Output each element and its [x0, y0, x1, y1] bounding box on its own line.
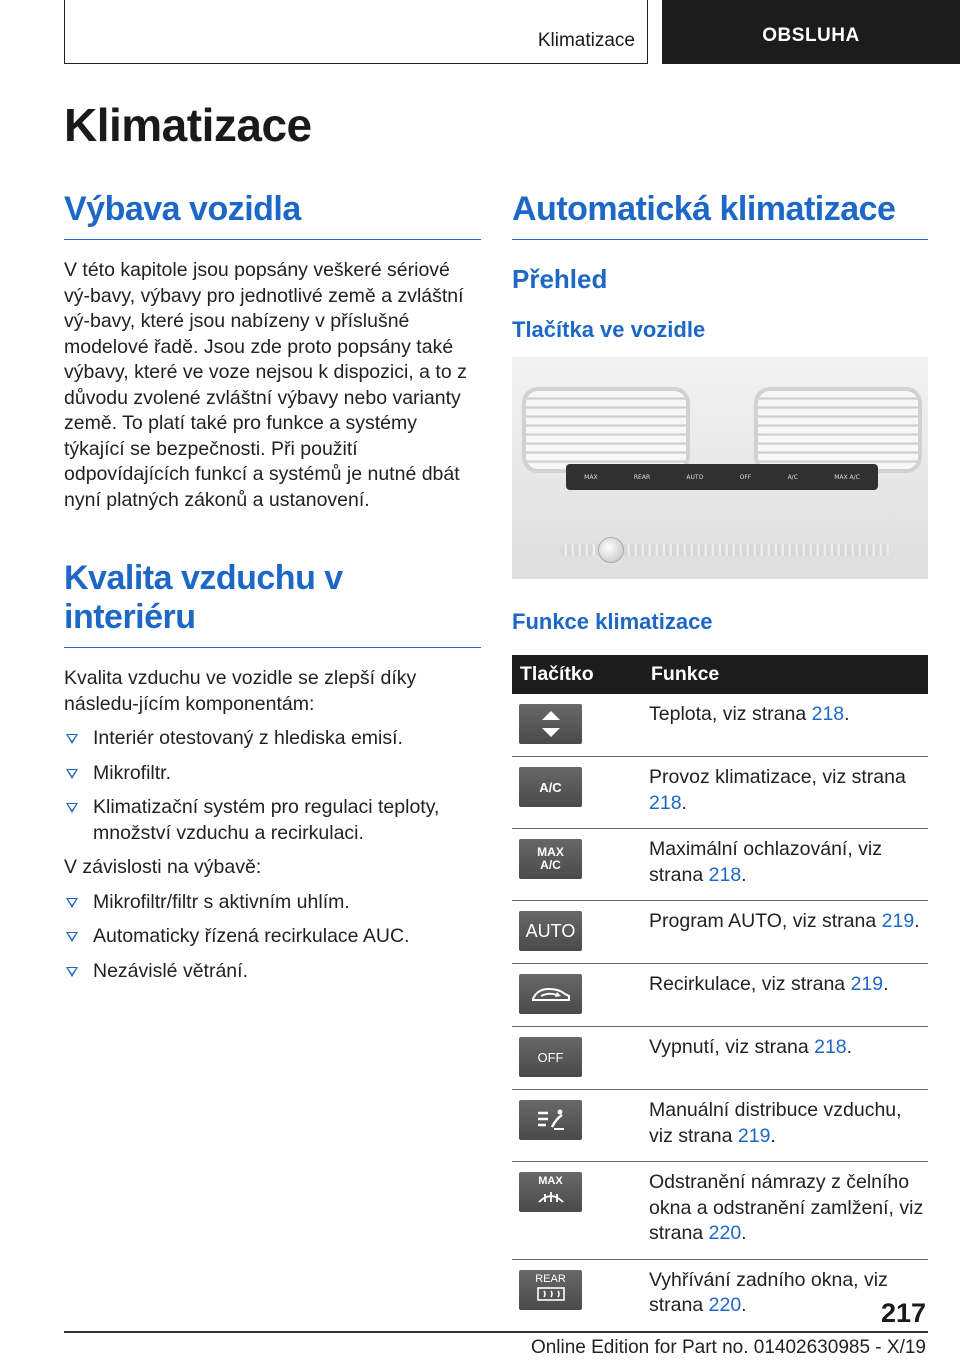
triangle-bullet-icon	[66, 898, 78, 908]
function-text: Recirkulace, viz strana 219.	[641, 964, 928, 1027]
table-row	[512, 829, 928, 901]
function-text: Odstranění námrazy z čelního okna a odstranění zamlžení, viz strana 220.	[641, 1162, 928, 1260]
triangle-bullet-icon	[66, 769, 78, 779]
off-icon: OFF	[519, 1037, 582, 1077]
table-row	[512, 1259, 928, 1331]
right-column	[512, 190, 928, 1332]
page-number: 217	[880, 1298, 926, 1328]
heading-buttons-in-vehicle: Tlačítka ve vozidle	[512, 317, 706, 342]
list-equipment-options	[64, 890, 481, 985]
left-column	[64, 190, 481, 984]
heading-equipment: Výbava vozidla	[64, 190, 481, 240]
header-section-box	[64, 0, 648, 64]
air-distribution-icon	[519, 1100, 582, 1140]
max-ac-icon: MAX A/C	[519, 839, 582, 879]
function-text: Vyhřívání zadního okna, viz strana 220.	[641, 1259, 928, 1331]
triangle-bullet-icon	[66, 803, 78, 813]
left-air-vent	[522, 387, 690, 473]
column-header-button: Tlačítko	[512, 655, 641, 694]
paragraph-depends: V závislosti na výbavě:	[64, 856, 262, 878]
header-chapter-tab: OBSLUHA	[662, 0, 960, 64]
list-item: Interiér otestovaný z hlediska emisí.	[64, 726, 481, 752]
ac-functions-table	[512, 655, 928, 1332]
table-row	[512, 964, 928, 1027]
function-text: Program AUTO, viz strana 219.	[641, 901, 928, 964]
page-title: Klimatizace	[64, 99, 312, 151]
function-text: Teplota, viz strana 218.	[641, 694, 928, 757]
column-header-function: Funkce	[641, 655, 928, 694]
function-text: Manuální distribuce vzduchu, viz strana 219.	[641, 1090, 928, 1162]
recirculation-car-icon	[519, 974, 582, 1014]
function-text: Maximální ochlazování, viz strana 218.	[641, 829, 928, 901]
footer-rule	[64, 1331, 928, 1333]
volume-knob	[598, 537, 624, 563]
footer-edition: Online Edition for Part no. 01402630985 - X/19	[530, 1337, 926, 1358]
heading-ac-functions: Funkce klimatizace	[512, 609, 713, 634]
ac-icon: A/C	[519, 767, 582, 807]
heading-automatic-ac: Automatická klimatizace	[512, 190, 928, 240]
header-section-title: Klimatizace	[537, 30, 635, 51]
list-air-components	[64, 726, 481, 846]
climate-control-panel: MAX REAR AUTO OFF A/C MAX A/C	[566, 464, 878, 490]
table-row	[512, 757, 928, 829]
triangle-bullet-icon	[66, 967, 78, 977]
paragraph-air-quality: Kvalita vzduchu ve vozidle se zlepší díky následu‐jícím komponentám:	[64, 667, 417, 715]
table-row	[512, 901, 928, 964]
table-row	[512, 1090, 928, 1162]
right-air-vent	[754, 387, 922, 473]
dashboard-photo	[512, 357, 928, 579]
list-item: Mikrofiltr/filtr s aktivním uhlím.	[64, 890, 481, 916]
temperature-arrows-icon	[519, 704, 582, 744]
max-defrost-icon: MAX	[519, 1172, 582, 1212]
auto-icon: AUTO	[519, 911, 582, 951]
list-item: Mikrofiltr.	[64, 761, 481, 787]
list-item: Klimatizační systém pro regulaci teploty, množství vzduchu a recirkulaci.	[64, 795, 481, 846]
rear-defrost-icon: REAR	[519, 1270, 582, 1310]
function-text: Provoz klimatizace, viz strana 218.	[641, 757, 928, 829]
table-row	[512, 1027, 928, 1090]
list-item: Automaticky řízená recirkulace AUC.	[64, 924, 481, 950]
triangle-bullet-icon	[66, 932, 78, 942]
heading-overview: Přehled	[512, 264, 608, 294]
heading-air-quality: Kvalita vzduchu v interiéru	[64, 559, 481, 648]
paragraph-equipment: V této kapitole jsou popsány veškeré sériové vý‐bavy, výbavy pro jednotlivé země a zvláštní vý‐bavy, které jsou nabízeny v příslušné modelové řadě. Jsou zde proto popsány také výbavy, které ve voze nejsou k dispozici, a to z důvodu zvolené zvláštní výbavy nebo varianty země. To platí také pro funkce a systémy týkající se bezpečnosti. Při použití odpovídajících funkcí a systémů je nutné dbát nyní platných zákonů a ustanovení.	[64, 259, 467, 511]
table-row	[512, 694, 928, 757]
table-row	[512, 1162, 928, 1260]
triangle-bullet-icon	[66, 734, 78, 744]
function-text: Vypnutí, viz strana 218.	[641, 1027, 928, 1090]
list-item: Nezávislé větrání.	[64, 959, 481, 985]
